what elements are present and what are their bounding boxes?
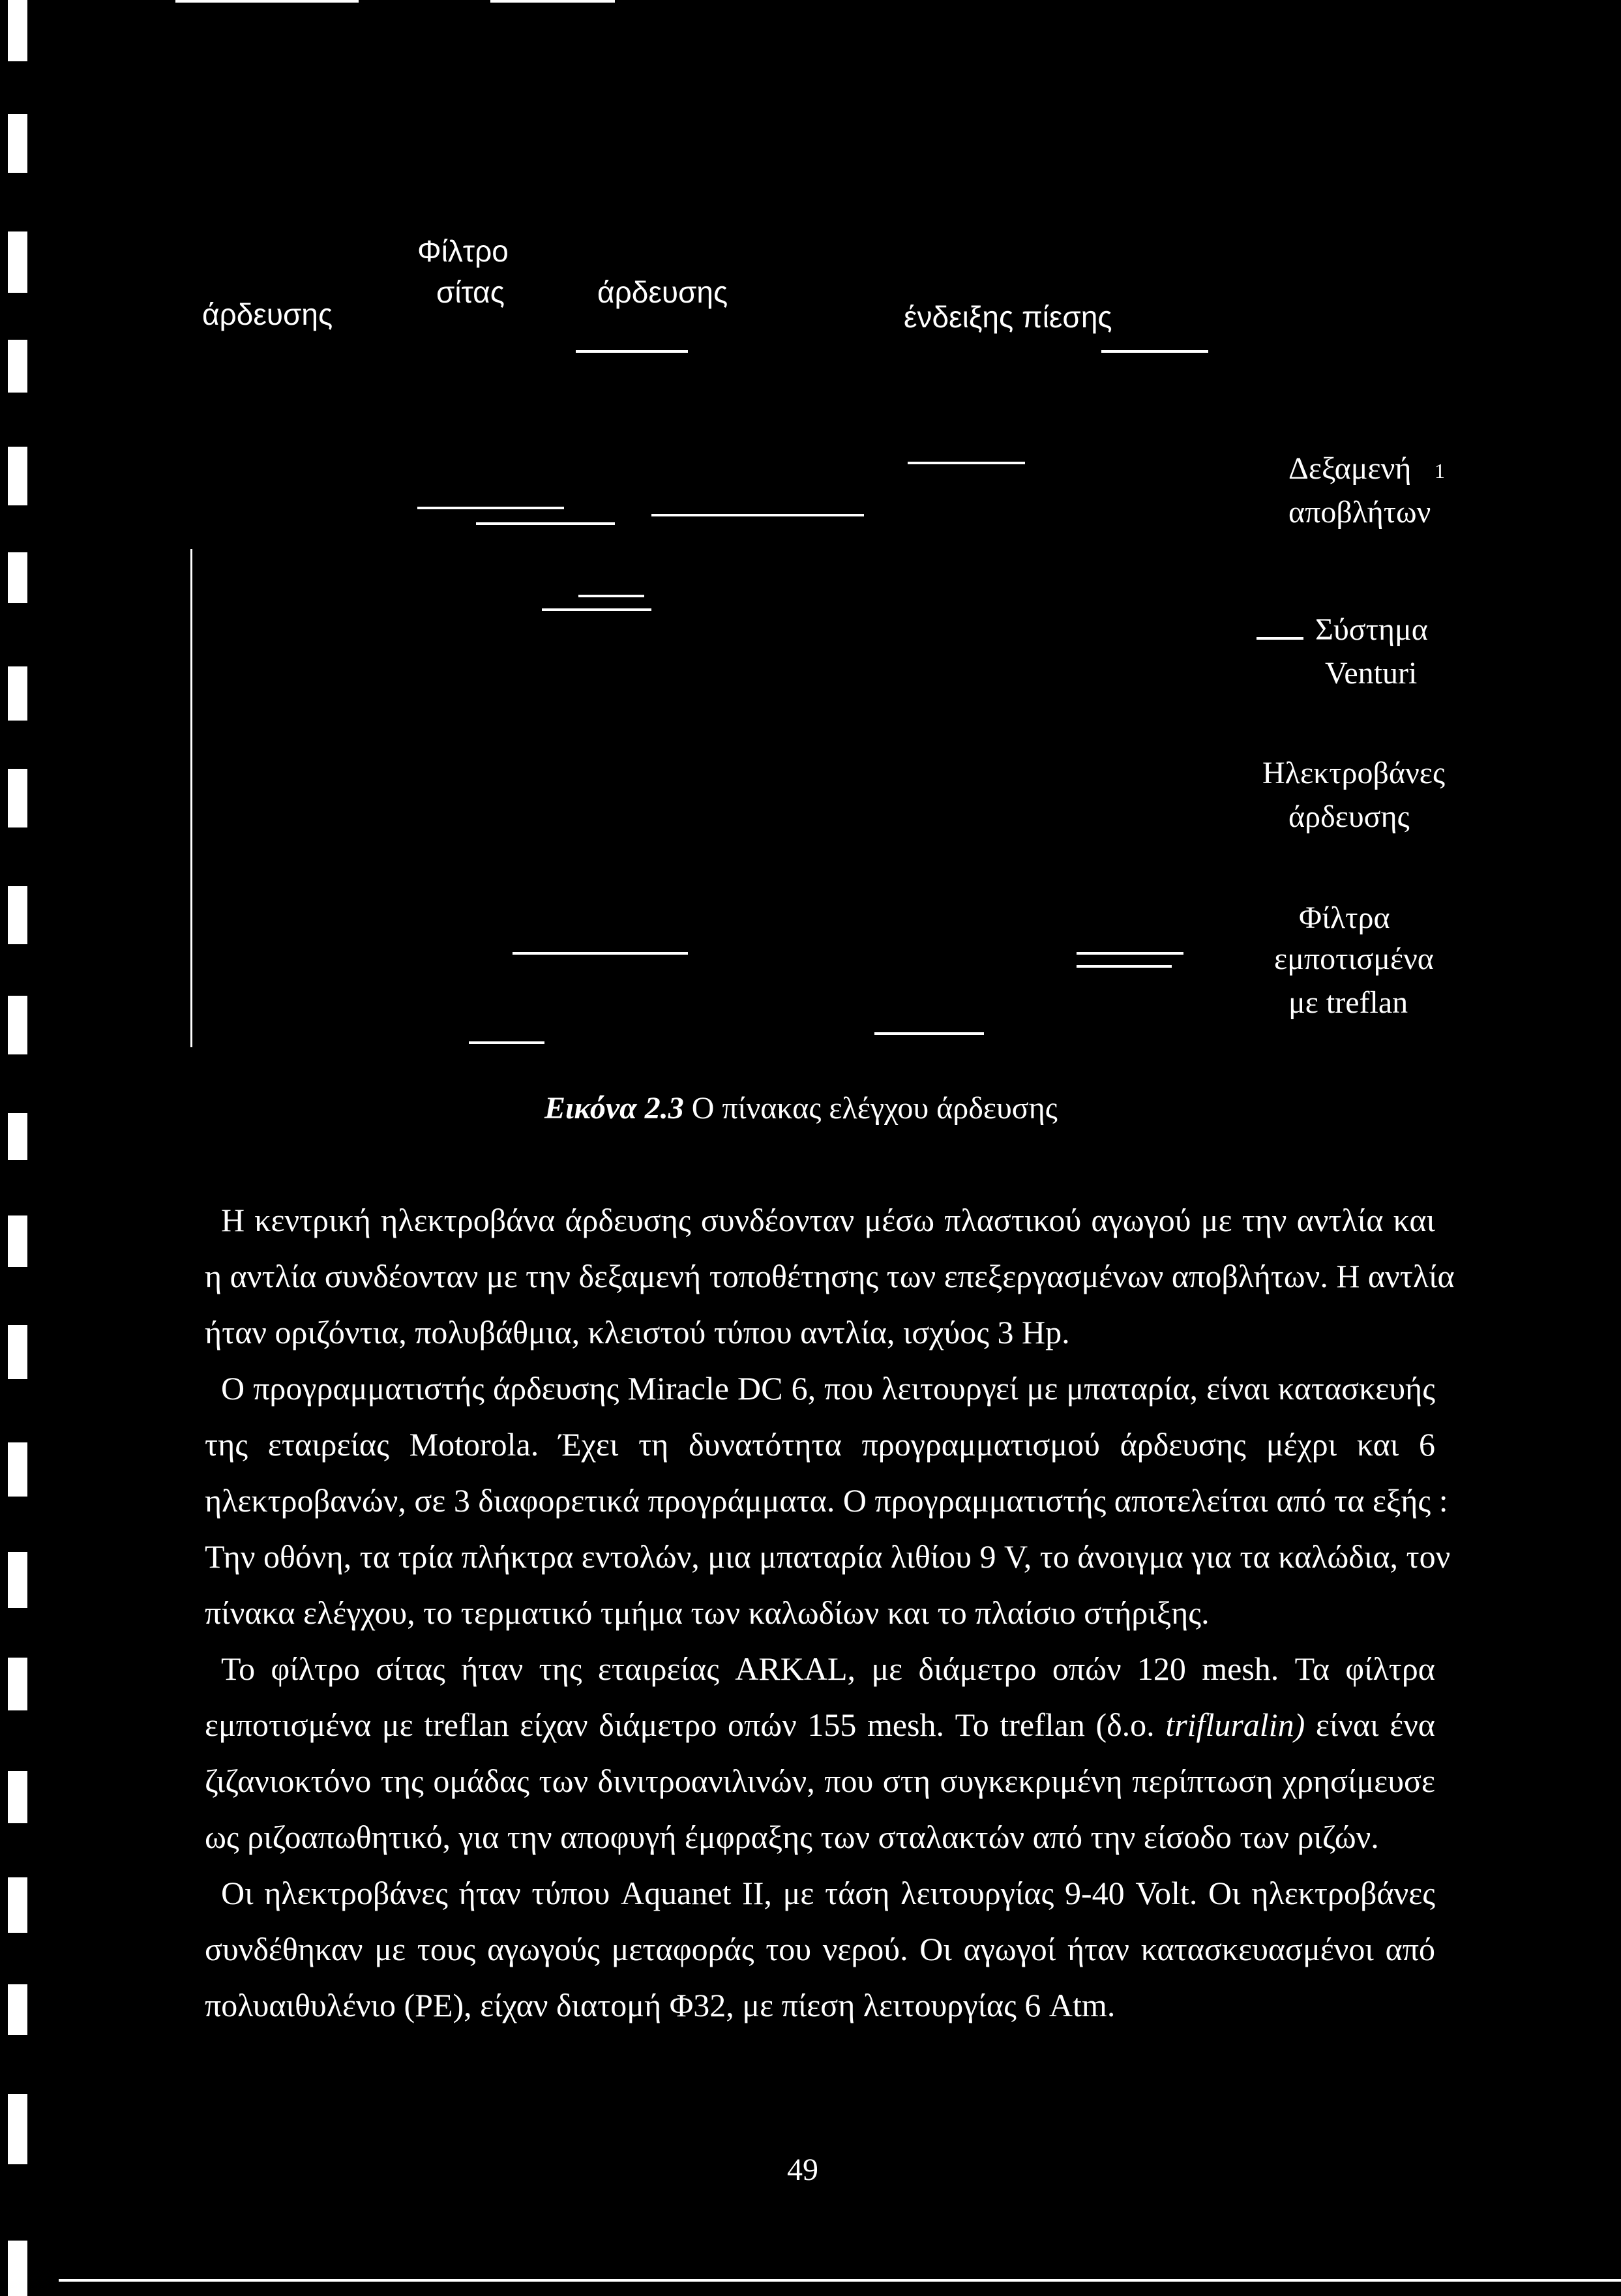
treflan-filter-label-line1: Φίλτρα bbox=[1299, 901, 1390, 935]
text-line: ηλεκτροβανών, σε 3 διαφορετικά προγράμματα. Ο προγραμματιστής αποτελείται από τα εξής : bbox=[205, 1482, 1448, 1519]
top-edge-line bbox=[175, 0, 359, 3]
page-number: 49 bbox=[787, 2153, 818, 2187]
diagram-line bbox=[469, 1041, 544, 1044]
waste-tank-mark: 1 bbox=[1435, 459, 1445, 483]
binding-mark bbox=[8, 1215, 27, 1267]
top-edge-line bbox=[490, 0, 615, 3]
diagram-line bbox=[417, 507, 564, 509]
binding-mark bbox=[8, 1552, 27, 1608]
text-line: Την οθόνη, τα τρία πλήκτρα εντολών, μια μπαταρία λιθίου 9 V, το άνοιγμα για τα καλώδια, τον bbox=[205, 1538, 1451, 1575]
diagram-line bbox=[578, 595, 644, 597]
binding-mark bbox=[8, 552, 27, 603]
text-line: Ο προγραμματιστής άρδευσης Miracle DC 6, που λειτουργεί με μπαταρία, είναι κατασκευής bbox=[221, 1370, 1435, 1407]
text-line-segment: εμποτισμένα με treflan είχαν διάμετρο οπών 155 mesh. Το treflan (δ.ο. bbox=[205, 1707, 1166, 1743]
treflan-filter-label-line2: εμποτισμένα bbox=[1274, 942, 1434, 976]
bottom-edge-line bbox=[59, 2279, 1621, 2282]
figure-caption bbox=[544, 1093, 1058, 1124]
binding-mark bbox=[8, 769, 27, 827]
text-line: ζιζανιοκτόνο της ομάδας των δινιτροανιλινών, που στη συγκεκριμένη περίπτωση χρησίμευσε bbox=[205, 1763, 1435, 1799]
treflan-filter-label-line3: με treflan bbox=[1288, 985, 1408, 1020]
text-line: ήταν οριζόντια, πολυβάθμια, κλειστού τύπου αντλία, ισχύος 3 Hp. bbox=[205, 1314, 1070, 1350]
diagram-line bbox=[1077, 965, 1172, 968]
diagram-line bbox=[513, 952, 688, 955]
body-text bbox=[205, 1192, 1455, 2033]
waste-tank-label-line2: αποβλήτων bbox=[1288, 495, 1431, 529]
binding-mark bbox=[8, 1984, 27, 2035]
diagram-frame-line bbox=[190, 549, 192, 1047]
diagram-line bbox=[1101, 350, 1208, 353]
text-line: πίνακα ελέγχου, το τερματικό τμήμα των καλωδίων και το πλαίσιο στήριξης. bbox=[205, 1594, 1210, 1631]
binding-mark bbox=[8, 886, 27, 944]
binding-mark bbox=[8, 2241, 27, 2296]
diagram-line bbox=[651, 514, 864, 516]
pressure-indicator-label: ένδειξης πίεσης bbox=[904, 300, 1112, 334]
mesh-filter-label-line2: σίτας bbox=[436, 275, 505, 309]
binding-mark bbox=[8, 447, 27, 505]
figure-caption-label: Εικόνα 2.3 bbox=[544, 1091, 684, 1126]
binding-mark bbox=[8, 231, 27, 293]
text-line: ως ριζοαπωθητικό, για την αποφυγή έμφραξης των σταλακτών από την είσοδο των ριζών. bbox=[205, 1819, 1379, 1855]
binding-mark bbox=[8, 1658, 27, 1710]
solenoid-valves-label-line1: Ηλεκτροβάνες bbox=[1262, 756, 1445, 790]
diagram-line bbox=[1077, 952, 1183, 955]
irrigation-label-middle: άρδευσης bbox=[597, 275, 728, 309]
text-line: πολυαιθυλένιο (PE), είχαν διατομή Φ32, με πίεση λειτουργίας 6 Atm. bbox=[205, 1987, 1116, 2023]
binding-mark bbox=[8, 1442, 27, 1497]
binding-mark bbox=[8, 0, 27, 61]
irrigation-label-left: άρδευσης bbox=[202, 297, 333, 331]
binding-mark bbox=[8, 114, 27, 173]
text-line-italic-segment: trifluralin) bbox=[1165, 1707, 1305, 1743]
text-line: Η κεντρική ηλεκτροβάνα άρδευσης συνδέονταν μέσω πλαστικού αγωγού με την αντλία και bbox=[221, 1202, 1435, 1238]
diagram-line bbox=[476, 522, 615, 525]
waste-tank-label-line1: Δεξαμενή bbox=[1288, 451, 1412, 486]
binding-mark bbox=[8, 996, 27, 1054]
binding-mark bbox=[8, 1877, 27, 1933]
diagram-line bbox=[1257, 637, 1303, 640]
binding-mark bbox=[8, 1113, 27, 1160]
text-line-segment: είναι ένα bbox=[1305, 1707, 1435, 1743]
diagram-line bbox=[874, 1032, 984, 1035]
text-line: Οι ηλεκτροβάνες ήταν τύπου Aquanet II, με τάση λειτουργίας 9-40 Volt. Οι ηλεκτροβάνες bbox=[221, 1875, 1435, 1911]
text-line: της εταιρείας Motorola. Έχει τη δυνατότητα προγραμματισμού άρδευσης μέχρι και 6 bbox=[205, 1426, 1435, 1463]
diagram-line bbox=[908, 462, 1025, 464]
venturi-label-line2: Venturi bbox=[1325, 656, 1418, 691]
diagram-line bbox=[542, 608, 651, 611]
binding-mark bbox=[8, 1325, 27, 1379]
text-line bbox=[205, 1697, 1435, 1753]
mesh-filter-label-line1: Φίλτρο bbox=[417, 234, 509, 268]
text-line: συνδέθηκαν με τους αγωγούς μεταφοράς του νερού. Οι αγωγοί ήταν κατασκευασμένοι από bbox=[205, 1931, 1435, 1967]
binding-mark bbox=[8, 2094, 27, 2164]
venturi-label-line1: Σύστημα bbox=[1315, 612, 1428, 647]
text-line: η αντλία συνδέονταν με την δεξαμενή τοποθέτησης των επεξεργασμένων αποβλήτων. Η αντλία bbox=[205, 1258, 1455, 1294]
binding-mark bbox=[8, 1771, 27, 1823]
text-line: Το φίλτρο σίτας ήταν της εταιρείας ARKAL, με διάμετρο οπών 120 mesh. Τα φίλτρα bbox=[221, 1650, 1435, 1687]
binding-mark bbox=[8, 340, 27, 393]
solenoid-valves-label-line2: άρδευσης bbox=[1288, 799, 1410, 834]
binding-mark bbox=[8, 666, 27, 721]
figure-caption-text: Ο πίνακας ελέγχου άρδευσης bbox=[683, 1091, 1058, 1126]
diagram-line bbox=[576, 350, 688, 353]
